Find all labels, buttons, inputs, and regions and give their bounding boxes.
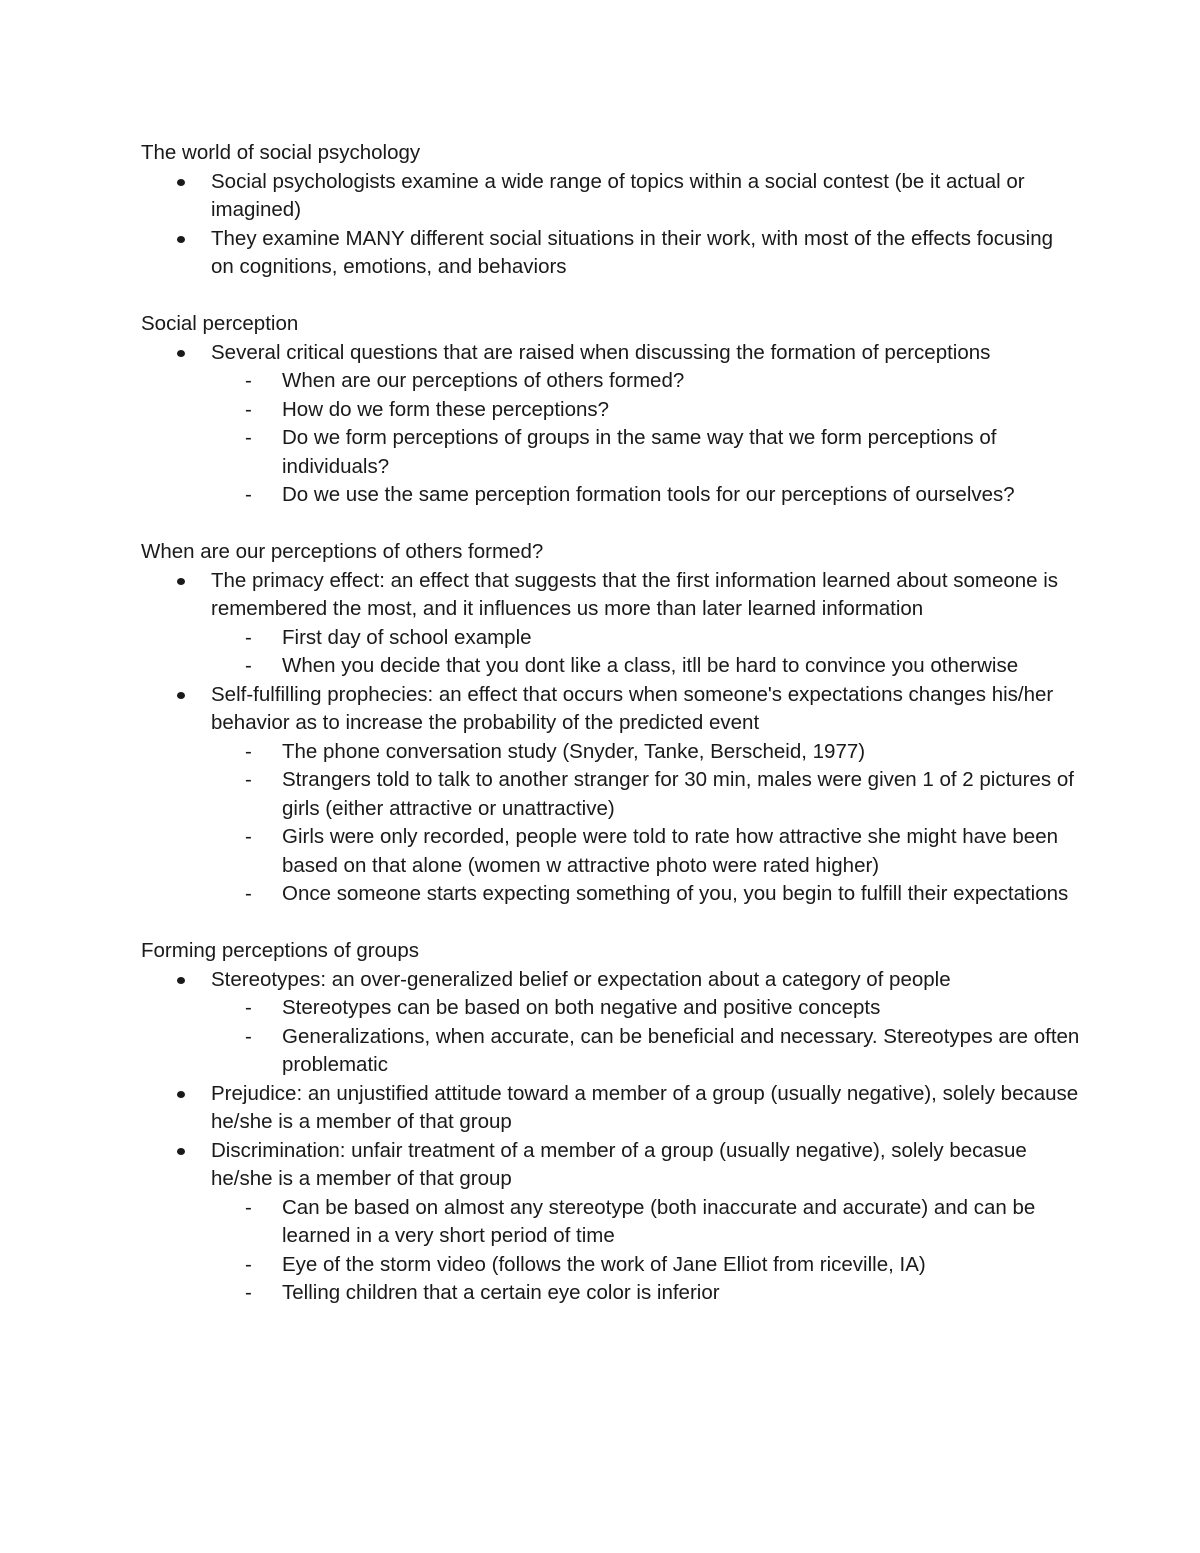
dash-icon: - [245,768,252,791]
dash-icon: - [245,1281,252,1304]
sub-item [245,880,1081,909]
bullet-text: Stereotypes: an over-generalized belief or expectation about a category of people [211,967,951,991]
bullet-text: They examine MANY different social situations in their work, with most of the effects focusing on cognitions, emotions, and behaviors [211,226,1054,278]
dash-icon: - [245,1252,252,1276]
sub-item [245,367,1081,396]
sub-item [245,766,1081,823]
dash-icon: - [245,654,252,677]
dash-icon: - [245,1024,252,1048]
dash-icon: - [245,996,252,1019]
sub-list [211,367,1081,510]
bullet-item [211,681,1081,909]
sub-item [245,1279,1081,1308]
section [141,310,1081,510]
dash-icon: - [245,882,252,905]
bullet-list [141,168,1081,282]
sub-item-text: Generalizations, when accurate, can be beneficial and necessary. Stereotypes are often problematic [282,1024,1080,1076]
bullet-item [211,339,1081,510]
sub-item-text: Eye of the storm video (follows the work of Jane Elliot from riceville, IA) [282,1252,926,1276]
sub-item [245,1023,1081,1080]
bullet-list [141,339,1081,510]
sub-list [211,624,1081,681]
section-heading: When are our perceptions of others formed? [141,540,544,563]
sub-item [245,1251,1081,1280]
bullet-item [211,567,1081,681]
sub-item [245,1194,1081,1251]
sub-item [245,994,1081,1023]
bullet-item [211,1080,1081,1137]
bullet-dot-icon [177,578,185,585]
bullet-dot-icon [177,977,185,984]
sub-item [245,481,1081,510]
dash-icon: - [245,397,252,421]
bullet-dot-icon [177,1091,185,1098]
bullet-item [211,966,1081,1080]
section [141,937,1081,1308]
sub-item-text: Do we form perceptions of groups in the same way that we form perceptions of individuals? [282,426,997,478]
dash-icon: - [245,739,252,763]
sub-item-text: Strangers told to talk to another stranger for 30 min, males were given 1 of 2 pictures of girls (either attractive or unattractive) [282,768,1074,820]
sub-item-text: When are our perceptions of others formed? [282,369,685,392]
bullet-text: Discrimination: unfair treatment of a member of a group (usually negative), solely becasue he/she is a member of that group [211,1138,1027,1190]
dash-icon: - [245,483,252,506]
dash-icon: - [245,426,252,449]
sub-item [245,624,1081,653]
sub-item-text: Telling children that a certain eye color is inferior [282,1281,720,1304]
sub-list [211,1194,1081,1308]
sub-item-text: First day of school example [282,625,532,649]
sub-item-text: Can be based on almost any stereotype (both inaccurate and accurate) and can be learned in a very short period of time [282,1195,1036,1247]
document-body [141,139,1081,1308]
sub-item-text: Stereotypes can be based on both negative and positive concepts [282,996,881,1019]
bullet-dot-icon [177,1148,185,1155]
section-heading: Social perception [141,312,299,335]
sub-item [245,652,1081,681]
section [141,538,1081,909]
sub-item-text: Once someone starts expecting something of you, you begin to fulfill their expectations [282,882,1069,905]
sub-item-text: Girls were only recorded, people were told to rate how attractive she might have been based on that alone (women w attractive photo were rated higher) [282,825,1058,877]
bullet-text: Several critical questions that are raised when discussing the formation of perceptions [211,340,991,364]
bullet-dot-icon [177,692,185,699]
bullet-item [211,168,1081,225]
sub-item [245,396,1081,425]
bullet-dot-icon [177,350,185,357]
section-heading: The world of social psychology [141,141,421,164]
bullet-item [211,225,1081,282]
bullet-dot-icon [177,236,185,243]
sub-item [245,424,1081,481]
bullet-list [141,567,1081,909]
sub-item [245,738,1081,767]
bullet-text: Social psychologists examine a wide range of topics within a social contest (be it actual or imagined) [211,169,1025,221]
sub-list [211,738,1081,909]
dash-icon: - [245,825,252,848]
sub-item-text: Do we use the same perception formation tools for our perceptions of ourselves? [282,483,1015,506]
dash-icon: - [245,625,252,649]
sub-item-text: When you decide that you dont like a class, itll be hard to convince you otherwise [282,654,1019,677]
bullet-text: The primacy effect: an effect that suggests that the first information learned about someone is remembered the most, and it influences us more than later learned information [211,568,1059,620]
bullet-text: Prejudice: an unjustified attitude toward a member of a group (usually negative), solely because he/she is a member of that group [211,1081,1079,1133]
sub-list [211,994,1081,1080]
sub-item [245,823,1081,880]
bullet-list [141,966,1081,1308]
section-heading: Forming perceptions of groups [141,939,420,962]
section [141,139,1081,282]
dash-icon: - [245,1195,252,1219]
sub-item-text: How do we form these perceptions? [282,397,610,421]
bullet-dot-icon [177,179,185,186]
sub-item-text: The phone conversation study (Snyder, Tanke, Berscheid, 1977) [282,739,866,763]
bullet-text: Self-fulfilling prophecies: an effect that occurs when someone's expectations changes his/her behavior as to increase the probability of the predicted event [211,682,1054,734]
bullet-item [211,1137,1081,1308]
dash-icon: - [245,369,252,392]
